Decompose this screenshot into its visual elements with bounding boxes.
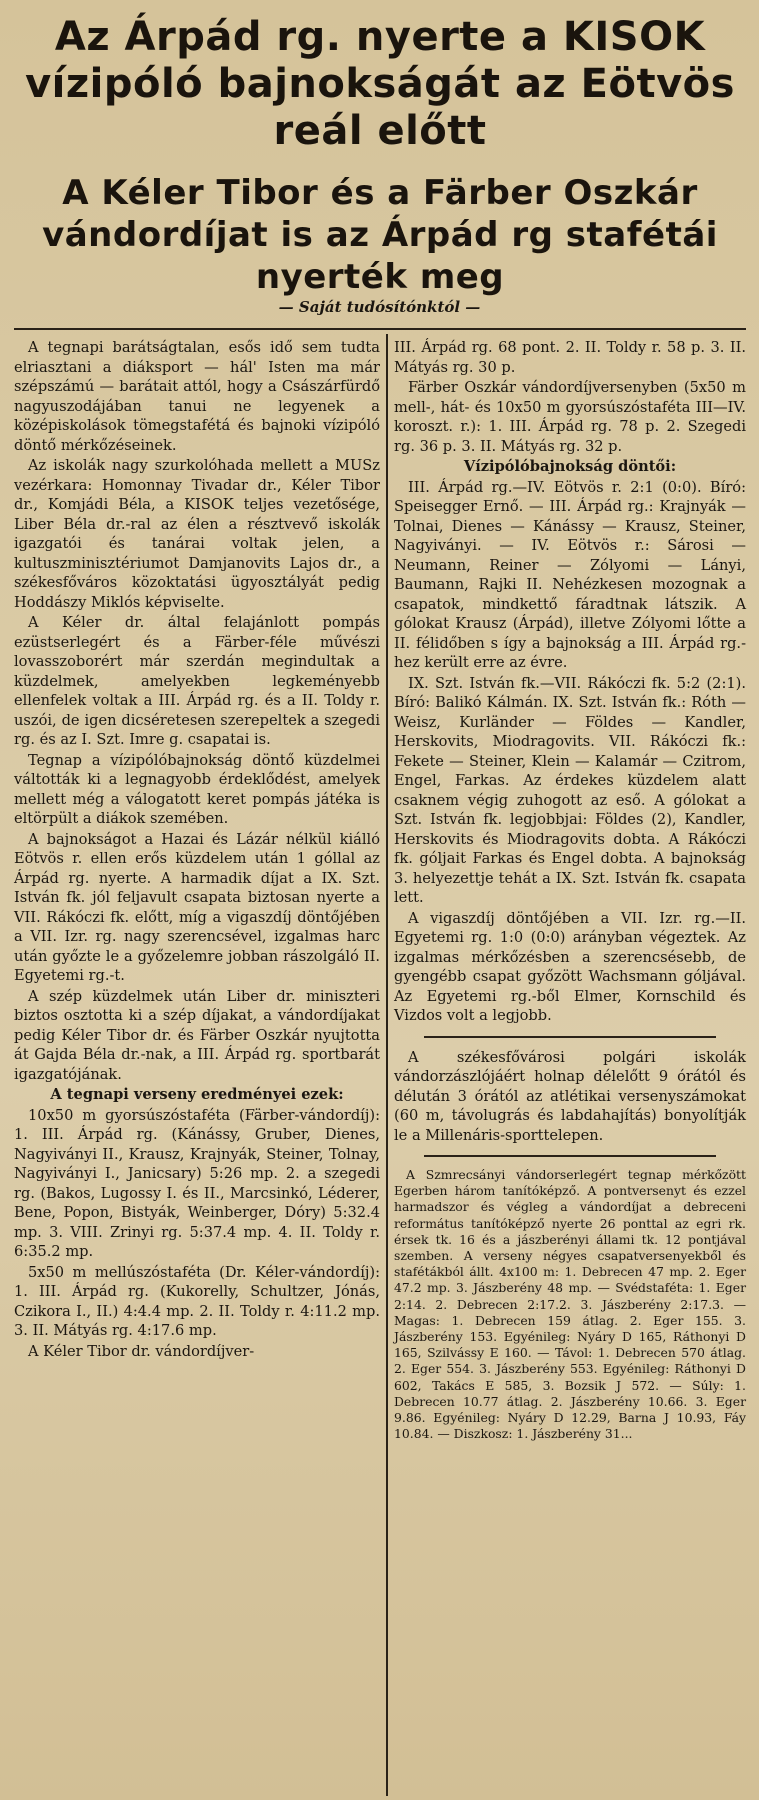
polgari-notice: A székesfővárosi polgári iskolák vándorzászlójáért holnap délelőtt 9 órától és délután 3 órától az atlétikai versenyszámokat (60 m, távolugrás és labdahajítás) bonyolítják le a Millenáris-sporttelepen. xyxy=(394,1048,746,1144)
left-column xyxy=(14,338,380,1362)
result-paragraph: 5x50 m mellúszóstaféta (Dr. Kéler-vándordíj): 1. III. Árpád rg. (Kukorelly, Schultzer, Jónás, Czikora I., II.) 4:4.4 mp. 2. II. Toldy r. 4:11.2 mp. 3. II. Mátyás rg. 4:17.6 mp. xyxy=(14,1263,380,1339)
results-heading: A tegnapi verseny eredményei ezek: xyxy=(50,1086,344,1103)
water-polo-heading: Vízipólóbajnokság döntői: xyxy=(463,458,677,475)
result-paragraph: 10x50 m gyorsúszóstaféta (Färber-vándordíj): 1. III. Árpád rg. (Kánássy, Gruber, Dienes, Nagyiványi II., Krausz, Krajnyák, Steiner, Tolnay, Nagyiványi I., Janicsary) 5:26 mp. 2. a szegedi rg. (Bakos, Lugossy I. és II., Marcsinkó, Léderer, Bene, Popon, Bistyák, Weinberger, Dóry) 5:32.4 mp. 3. VIII. Zrinyi rg. 5:37.4 mp. 4. II. Toldy r. 6:35.2 mp. xyxy=(14,1106,380,1260)
right-column xyxy=(394,338,746,1443)
article-paragraph: A bajnokságot a Hazai és Lázár nélkül kiálló Eötvös r. ellen erős küzdelem után 1 góllal az Árpád rg. nyerte. A harmadik díjat a IX. Szt. István fk. jól feljavult csapata biztosan nyerte a VII. Rákóczi fk. előtt, míg a vigaszdíj döntőjében a VII. Izr. rg. nagy szerencsével, izgalmas harc után győzte le a győzelemre jobban rászolgáló II. Egyetemi rg.-t. xyxy=(14,830,380,984)
result-paragraph: Färber Oszkár vándordíjversenyben (5x50 m mell-, hát- és 10x50 m gyorsúszóstaféta III—IV. koroszt. r.): 1. III. Árpád rg. 78 p. 2. Szegedi rg. 36 p. 3. II. Mátyás rg. 32 p. xyxy=(394,379,746,455)
szmrecsanyi-notice: A Szmrecsányi vándorserlegért tegnap mérkőzött Egerben három tanítóképző. A pontversenyt és ezzel harmadszor és végleg a vándordíjat a debreceni református tanítóképző nyerte 26 ponttal az egri rk. érsek tk. 16 és a jászberényi állami tk. 12 pontjával szemben. A verseny négyes csapatversenyekből és stafétákból állt. 4x100 m: 1. Debrecen 47 mp. 2. Eger 47.2 mp. 3. Jászberény 48 mp. — Svédstaféta: 1. Eger 2:14. 2. Debrecen 2:17.2. 3. Jászberény 2:17.3. — Magas: 1. Debrecen 159 átlag. 2. Eger 155. 3. Jászberény 153. Egyénileg: Nyáry D 165, Ráthonyi D 165, Szilvássy E 160. — Távol: 1. Debrecen 570 átlag. 2. Eger 554. 3. Jászberény 553. Egyénileg: Ráthonyi D 602, Takács E 585, 3. Bozsik J 572. — Súly: 1. Debrecen 10.77 átlag. 2. Jászberény 10.66. 3. Eger 9.86. Egyénileg: Nyáry D 12.29, Barna J 10.93, Fáy 10.84. — Diszkosz: 1. Jászberény 31... xyxy=(394,1167,746,1442)
byline: — Saját tudósítónktól — xyxy=(278,298,481,316)
szmrecsanyi-block xyxy=(394,1167,746,1442)
match-report: IX. Szt. István fk.—VII. Rákóczi fk. 5:2 (2:1). Bíró: Balikó Kálmán. IX. Szt. István fk.: Róth — Weisz, Kurländer — Földes — Kandler, Herskovits, Miodragovits. VII. Rákóczi fk.: Fekete — Steiner, Klein — Kalamár — Czitrom, Engel, Farkas. Az érdekes küzdelem alatt csaknem végig zuhogott az eső. A gólokat a Szt. István fk. legjobbjai: Földes (2), Kandler, Herskovits és Miodragovits dobta. A Rákóczi fk. góljait Farkas és Engel dobta. A bajnokság 3. helyezettje tehát a IX. Szt. István fk. csapata lett. xyxy=(394,674,746,906)
match-report: III. Árpád rg.—IV. Eötvös r. 2:1 (0:0). Bíró: Speisegger Ernő. — III. Árpád rg.: Krajnyák — Tolnai, Dienes — Kánássy — Krausz, Steiner, Nagyiványi. — IV. Eötvös r.: Sárosi — Neumann, Reiner — Zólyomi — Lányi, Baumann, Rajki II. Nehézkesen mozognak a csapatok, mindkettő fáradtnak látszik. A gólokat Krausz (Árpád), illetve Zólyomi lőtte a II. félidőben s így a bajnokság a III. Árpád rg.-hez került erre az évre. xyxy=(394,478,746,671)
article-paragraph: A tegnapi barátságtalan, esős idő sem tudta elriasztani a diáksport — hál' Isten ma már szépszámú — barátait attól, hogy a Császárfürdő nagyuszodájában tanui ne legyenek a középiskolások tömegstafétá és bajnoki vízipóló döntő mérkőzéseinek. xyxy=(14,339,380,454)
sub-headline: A Kéler Tibor és a Färber Oszkár vándordíjat is az Árpád rg stafétái nyerték meg xyxy=(42,173,718,297)
match-report: A vigaszdíj döntőjében a VII. Izr. rg.—II. Egyetemi rg. 1:0 (0:0) arányban végeztek. Az izgalmas mérkőzésben a szerencsésebb, de gyengébb csapat győzött Wachsmann góljával. Az Egyetemi rg.-ből Elmer, Kornschild és Vizdos volt a legjobb. xyxy=(394,909,746,1024)
section-divider xyxy=(424,1155,716,1157)
article-paragraph: Tegnap a vízipólóbajnokság döntő küzdelmei váltották ki a legnagyobb érdeklődést, amelyek mellett még a válogatott keret pompás játéka is eltörpült a diákok szemében. xyxy=(14,751,380,827)
result-paragraph: A Kéler Tibor dr. vándordíjver- xyxy=(28,1342,255,1360)
main-headline: Az Árpád rg. nyerte a KISOK vízipóló bajnokságát az Eötvös reál előtt xyxy=(25,14,735,154)
article-paragraph: A Kéler dr. által felajánlott pompás ezüstserlegért és a Färber-féle művészi lovasszoborért már szerdán megindultak a küzdelmek, amelyekben legkeményebb ellenfelek voltak a III. Árpád rg. és a II. Toldy r. uszói, de igen dicséretesen szerepeltek a szegedi rg. és az I. Szt. Imre g. csapatai is. xyxy=(14,614,380,748)
article-paragraph: Az iskolák nagy szurkolóhada mellett a MUSz vezérkara: Homonnay Tivadar dr., Kéler Tibor dr., Komjádi Béla, a KISOK teljes vezetősége, Liber Béla dr.-ral az élen a résztvevő iskolák igazgatói és tanárai voltak jelen, a kultuszminisztériumot Damjanovits Lajos dr., a székesfőváros közoktatási ügyosztályát pedig Hoddászy Miklós képviselte. xyxy=(14,457,380,611)
section-divider xyxy=(424,1036,716,1038)
column-divider xyxy=(386,334,388,1796)
article-paragraph: A szép küzdelmek után Liber dr. miniszteri biztos osztotta ki a szép díjakat, a vándordíjakat pedig Kéler Tibor dr. és Färber Oszkár nyujtotta át Gajda Béla dr.-nak, a III. Árpád rg. sportbarát igazgatójának. xyxy=(14,987,380,1083)
top-rule xyxy=(14,328,746,330)
result-paragraph: III. Árpád rg. 68 pont. 2. II. Toldy r. 58 p. 3. II. Mátyás rg. 30 p. xyxy=(394,339,746,376)
